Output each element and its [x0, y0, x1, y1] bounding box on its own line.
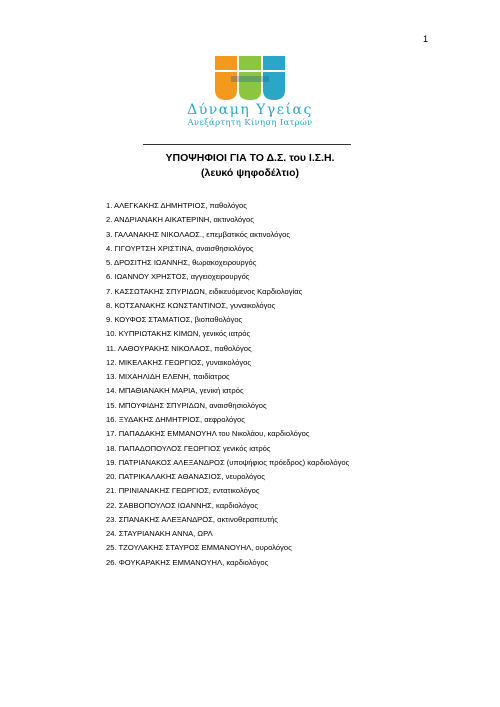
candidate-name: ΞΥΔΑΚΗΣ ΔΗΜΗΤΡΙΟΣ — [118, 414, 200, 424]
candidate-item: 21. ΠΡΙΝΙΑΝΑΚΗΣ ΓΕΩΡΓΙΟΣ, εντατικολόγος — [106, 486, 260, 496]
candidate-specialty: γενικός ιατρός — [222, 443, 271, 453]
candidate-name: ΣΠΑΝΑΚΗΣ ΑΛΕΞΑΝΔΡΟΣ — [118, 514, 213, 524]
candidate-name: ΜΙΧΑΗΛΙΔΗ ΕΛΕΝΗ — [118, 372, 189, 382]
candidate-specialty: ακτινοθεραπευτής — [217, 514, 278, 524]
candidate-name: ΣΤΑΥΡΙΑΝΑΚΗ ΑΝΝΑ — [118, 529, 194, 539]
candidate-specialty: παθολόγος — [209, 201, 247, 210]
candidate-item: 16. ΞΥΔΑΚΗΣ ΔΗΜΗΤΡΙΟΣ, αεφρολόγος — [106, 414, 245, 424]
logo-figures-icon — [213, 56, 287, 100]
candidate-name: ΠΡΙΝΙΑΝΑΚΗΣ ΓΕΩΡΓΙΟΣ — [118, 486, 209, 496]
candidate-specialty: θωρακοχειρουργός — [192, 258, 257, 268]
candidate-name: ΚΟΥΦΟΣ ΣΤΑΜΑΤΙΟΣ — [114, 315, 191, 325]
candidate-item: 3. ΓΑΛΑΝΑΚΗΣ ΝΙΚΟΛΑΟΣ., επεμβατικός ακτινολόγος — [106, 229, 291, 239]
candidate-item: 25. ΤΖΟΥΛΑΚΗΣ ΣΤΑΥΡΟΣ ΕΜΜΑΝΟΥΗΛ, ουρολόγος — [106, 543, 292, 553]
candidate-item: 8. ΚΟΤΣΑΝΑΚΗΣ ΚΩΝΣΤΑΝΤΙΝΟΣ, γυναικολόγος — [106, 300, 276, 310]
candidate-number: 7. — [106, 286, 113, 296]
candidate-name: ΠΑΤΡΙΚΑΛΑΚΗΣ ΑΘΑΝΑΣΙΟΣ — [118, 472, 222, 482]
candidate-item: 17. ΠΑΠΑΔΑΚΗΣ ΕΜΜΑΝΟΥΗΛ του Νικολάου, καρδιολόγος — [106, 429, 310, 439]
candidate-item: 2. ΑΝΔΡΙΑΝΑΚΗ ΑΙΚΑΤΕΡΙΝΗ, ακτινολόγος — [106, 215, 254, 225]
candidate-number: 18. — [106, 443, 117, 453]
candidate-name: ΑΝΔΡΙΑΝΑΚΗ ΑΙΚΑΤΕΡΙΝΗ — [114, 215, 210, 225]
candidate-name: ΚΟΤΣΑΝΑΚΗΣ ΚΩΝΣΤΑΝΤΙΝΟΣ — [114, 300, 226, 310]
candidate-number: 8. — [106, 300, 113, 310]
candidate-number: 20. — [106, 472, 117, 482]
candidate-name: ΜΙΚΕΛΑΚΗΣ ΓΕΩΡΓΙΟΣ — [118, 357, 202, 367]
candidate-number: 24. — [106, 529, 117, 539]
document-title — [0, 151, 500, 181]
candidate-specialty: καρδιολόγος — [216, 500, 258, 510]
candidate-name: ΚΑΣΣΩΤΑΚΗΣ ΣΠΥΡΙΔΩΝ — [114, 286, 205, 296]
candidate-name: ΓΑΛΑΝΑΚΗΣ ΝΙΚΟΛΑΟΣ. — [114, 229, 202, 239]
candidate-number: 21. — [106, 486, 117, 496]
candidate-specialty: αεφρολόγος — [204, 414, 245, 424]
candidate-name: ΑΛΕΓΚΑΚΗΣ ΔΗΜΗΤΡΙΟΣ — [114, 201, 206, 210]
candidate-number: 2. — [106, 215, 113, 225]
logo — [0, 56, 500, 129]
candidate-name: ΜΠΟΥΦΙΔΗΣ ΣΠΥΡΙΔΩΝ — [118, 400, 205, 410]
candidate-specialty: παιδίατρος — [193, 372, 230, 382]
candidate-name: ΤΖΟΥΛΑΚΗΣ ΣΤΑΥΡΟΣ ΕΜΜΑΝΟΥΗΛ — [118, 543, 252, 553]
title-line-1: ΥΠΟΨΗΦΙΟΙ ΓΙΑ ΤΟ Δ.Σ. του Ι.Σ.Η. — [165, 152, 335, 164]
candidate-item: 24. ΣΤΑΥΡΙΑΝΑΚΗ ΑΝΝΑ, ΩΡΛ — [106, 529, 213, 539]
candidate-number: 15. — [106, 400, 117, 410]
candidate-number: 23. — [106, 514, 117, 524]
candidate-specialty: καρδιολόγος — [226, 557, 269, 567]
candidate-name: ΚΥΠΡΙΩΤΑΚΗΣ ΚΙΜΩΝ — [118, 329, 199, 339]
candidate-number: 3. — [106, 229, 113, 239]
candidate-number: 6. — [106, 272, 113, 282]
candidate-item: 15. ΜΠΟΥΦΙΔΗΣ ΣΠΥΡΙΔΩΝ, αναισθησιολόγος — [106, 400, 267, 410]
candidate-name: ΙΩΑΝΝΟΥ ΧΡΗΣΤΟΣ — [114, 272, 187, 282]
candidate-specialty: ουρολόγος — [255, 543, 292, 553]
candidate-specialty: γενική ιατρός — [199, 386, 244, 396]
candidate-item: 4. ΓΙΓΟΥΡΤΣΗ ΧΡΙΣΤΙΝΑ, αναισθησιολόγος — [106, 243, 254, 253]
candidate-specialty: αγγειοχειρουργός — [190, 272, 250, 282]
candidate-item: 20. ΠΑΤΡΙΚΑΛΑΚΗΣ ΑΘΑΝΑΣΙΟΣ, νευρολόγος — [106, 472, 265, 482]
title-divider — [143, 144, 351, 145]
candidate-name: ΠΑΠΑΔΑΚΗΣ ΕΜΜΑΝΟΥΗΛ του Νικολάου — [118, 429, 264, 439]
candidate-specialty: επεμβατικός ακτινολόγος — [206, 229, 291, 239]
candidate-specialty: ακτινολόγος — [213, 215, 254, 225]
logo-subtitle: Ανεξάρτητη Κίνηση Ιατρών — [187, 118, 313, 128]
candidate-item — [106, 442, 349, 456]
candidate-number: 11. — [106, 343, 116, 353]
candidate-name: ΔΡΟΣΙΤΗΣ ΙΩΑΝΝΗΣ — [114, 258, 188, 268]
candidate-item: 1. ΑΛΕΓΚΑΚΗΣ ΔΗΜΗΤΡΙΟΣ, παθολόγος — [106, 201, 247, 210]
candidate-specialty: καρδιολόγος — [267, 429, 310, 439]
candidate-specialty: γυναικολόγος — [230, 300, 276, 310]
candidate-number: 10. — [106, 329, 117, 339]
candidate-specialty: εντατικολόγος — [213, 486, 260, 496]
candidate-list — [106, 199, 349, 570]
candidate-number: 16. — [106, 414, 117, 424]
candidate-specialty: αναισθησιολόγος — [209, 400, 267, 410]
candidate-specialty: γενικός ιατρός — [202, 329, 251, 339]
candidate-number: 12. — [106, 357, 117, 367]
logo-name: Δύναμη Υγείας — [187, 102, 313, 118]
candidate-number: 22. — [106, 500, 117, 510]
candidate-item: 12. ΜΙΚΕΛΑΚΗΣ ΓΕΩΡΓΙΟΣ, γυναικολόγος — [106, 357, 252, 367]
candidate-item: 22. ΣΑΒΒΟΠΟΥΛΟΣ ΙΩΑΝΝΗΣ, καρδιολόγος — [106, 500, 258, 510]
candidate-item: 23. ΣΠΑΝΑΚΗΣ ΑΛΕΞΑΝΔΡΟΣ, ακτινοθεραπευτής — [106, 514, 278, 524]
candidate-number: 25. — [106, 543, 117, 553]
candidate-specialty: αναισθησιολόγος — [196, 243, 254, 253]
candidate-item: 7. ΚΑΣΣΩΤΑΚΗΣ ΣΠΥΡΙΔΩΝ, ειδικευόμενος Καρδιολογίας — [106, 286, 303, 296]
candidate-item: 6. ΙΩΑΝΝΟΥ ΧΡΗΣΤΟΣ, αγγειοχειρουργός — [106, 272, 250, 282]
candidate-name: ΜΠΑΘΙΑΝΑΚΗ ΜΑΡΙΑ — [118, 386, 196, 396]
page-number: 1 — [422, 34, 428, 44]
candidate-number: 9. — [106, 315, 113, 325]
candidate-specialty: παθολόγος — [214, 343, 252, 353]
candidate-specialty: καρδιολόγος — [307, 457, 350, 467]
candidate-number: 4. — [106, 243, 113, 253]
candidate-specialty: βιοπαθολόγος — [194, 315, 243, 325]
candidate-name: ΠΑΤΡΙΑΝΑΚΟΣ ΑΛΕΞΑΝΔΡΟΣ (υποψήφιος πρόεδρος) — [118, 457, 306, 467]
candidate-item: 10. ΚΥΠΡΙΩΤΑΚΗΣ ΚΙΜΩΝ, γενικός ιατρός — [106, 329, 251, 339]
candidate-specialty: νευρολόγος — [225, 472, 265, 482]
candidate-number: 5. — [106, 258, 113, 268]
candidate-name: ΛΑΘΟΥΡΑΚΗΣ ΝΙΚΟΛΑΟΣ — [117, 343, 211, 353]
candidate-name: ΦΟΥΚΑΡΑΚΗΣ ΕΜΜΑΝΟΥΗΛ — [118, 557, 223, 567]
candidate-item: 9. ΚΟΥΦΟΣ ΣΤΑΜΑΤΙΟΣ, βιοπαθολόγος — [106, 315, 243, 325]
candidate-specialty: γυναικολόγος — [205, 357, 252, 367]
title-line-2: (λευκό ψηφοδέλτιο) — [201, 167, 299, 179]
candidate-name: ΓΙΓΟΥΡΤΣΗ ΧΡΙΣΤΙΝΑ — [114, 243, 192, 253]
candidate-item: 11. ΛΑΘΟΥΡΑΚΗΣ ΝΙΚΟΛΑΟΣ, παθολόγος — [106, 343, 252, 353]
candidate-number: 14. — [106, 386, 117, 396]
candidate-number: 17. — [106, 429, 117, 439]
candidate-number: 26. — [106, 557, 117, 567]
candidate-number: 13. — [106, 372, 117, 382]
candidate-item: 13. ΜΙΧΑΗΛΙΔΗ ΕΛΕΝΗ, παιδίατρος — [106, 372, 230, 382]
candidate-item: 5. ΔΡΟΣΙΤΗΣ ΙΩΑΝΝΗΣ, θωρακοχειρουργός — [106, 258, 257, 268]
candidate-item: 26. ΦΟΥΚΑΡΑΚΗΣ ΕΜΜΑΝΟΥΗΛ, καρδιολόγος — [106, 557, 269, 567]
candidate-number: 19. — [106, 457, 117, 467]
candidate-name: ΣΑΒΒΟΠΟΥΛΟΣ ΙΩΑΝΝΗΣ — [118, 500, 212, 510]
candidate-item: 14. ΜΠΑΘΙΑΝΑΚΗ ΜΑΡΙΑ, γενική ιατρός — [106, 386, 244, 396]
candidate-number: 1. — [106, 201, 113, 210]
candidate-specialty: ειδικευόμενος Καρδιολογίας — [209, 286, 303, 296]
candidate-specialty: ΩΡΛ — [197, 529, 213, 539]
candidate-name: ΠΑΠΑΔΟΠΟΥΛΟΣ ΓΕΩΡΓΙΟΣ — [118, 443, 221, 453]
candidate-item — [106, 456, 349, 470]
